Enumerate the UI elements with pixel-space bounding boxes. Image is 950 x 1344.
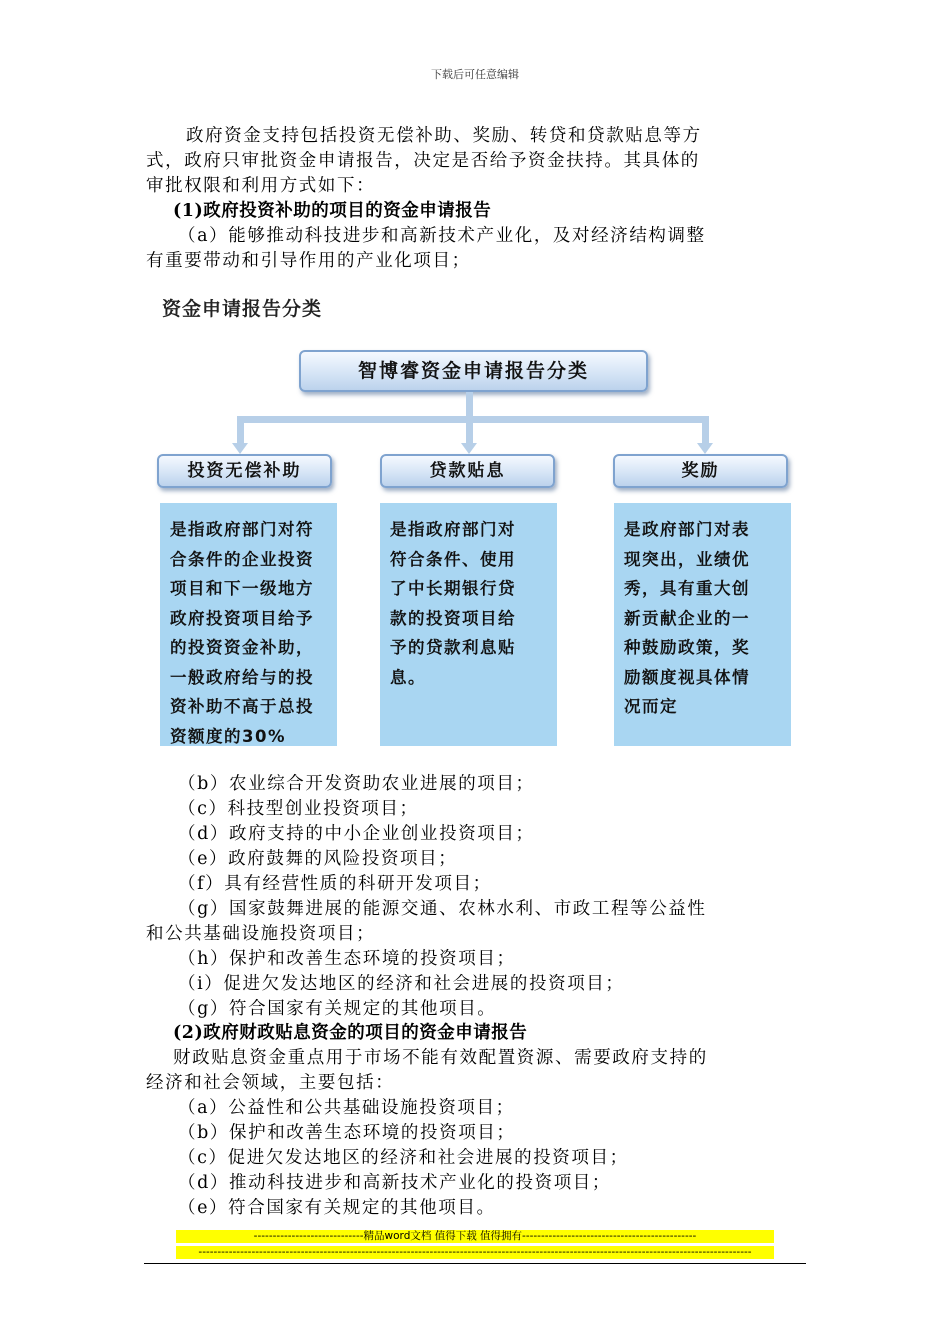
description-line: 是指政府部门对 (390, 520, 516, 539)
diagram-root-node: 智博睿资金申请报告分类 (299, 350, 648, 392)
list-item: （e）符合国家有关规定的其他项目。 (178, 1198, 496, 1218)
description-line: 资补助不高于总投 (170, 697, 314, 716)
paragraph-line: 式，政府只审批资金申请报告，决定是否给予资金扶持。其具体的 (146, 151, 700, 171)
category-node-reward: 奖励 (613, 454, 788, 488)
category-description-loan-interest (380, 503, 557, 746)
category-node-subsidy: 投资无偿补助 (157, 454, 332, 488)
section-heading-2: (2)政府财政贴息资金的项目的资金申请报告 (173, 1023, 528, 1043)
diagram-caption: 资金申请报告分类 (162, 298, 323, 320)
arrow-down-icon (232, 443, 248, 454)
connector-middle (466, 416, 473, 444)
page-header-note: 下载后可任意编辑 (431, 68, 519, 81)
paragraph-line: 财政贴息资金重点用于市场不能有效配置资源、需要政府支持的 (173, 1048, 708, 1068)
description-line: 秀，具有重大创 (624, 579, 750, 598)
connector-horizontal (237, 416, 709, 423)
description-line: 的投资资金补助， (170, 638, 314, 657)
arrow-down-icon (697, 443, 713, 454)
description-line: 项目和下一级地方 (170, 579, 314, 598)
description-line: 励额度视具体情 (624, 667, 750, 687)
list-item: （d）政府支持的中小企业创业投资项目； (178, 824, 535, 844)
connector-left (237, 416, 244, 444)
description-line: 符合条件、使用 (390, 549, 516, 569)
list-item: （a）能够推动科技进步和高新技术产业化，及对经济结构调整 (178, 226, 706, 246)
list-item: （h）保护和改善生态环境的投资项目； (178, 949, 516, 969)
description-line: 息。 (390, 667, 426, 687)
category-description-subsidy (160, 503, 337, 746)
description-line: 是指政府部门对符 (170, 520, 314, 539)
description-line: 一般政府给与的投 (170, 667, 314, 687)
list-item-continuation: 和公共基础设施投资项目； (146, 924, 376, 944)
footer-rule (144, 1263, 806, 1264)
list-item: （d）推动科技进步和高新技术产业化的投资项目； (178, 1173, 612, 1193)
list-item: （i）促进欠发达地区的经济和社会进展的投资项目； (178, 974, 625, 994)
description-line: 况而定 (624, 697, 678, 716)
list-item: （b）农业综合开发资助农业进展的项目； (178, 774, 535, 794)
list-item: （f）具有经营性质的科研开发项目； (178, 874, 492, 894)
description-line: 资额度的30% (170, 726, 286, 746)
list-item: （b）保护和改善生态环境的投资项目； (178, 1123, 516, 1143)
list-item: （g）国家鼓舞进展的能源交通、农林水利、市政工程等公益性 (178, 899, 707, 919)
description-line: 了中长期银行贷 (390, 579, 516, 598)
list-item: （c）科技型创业投资项目； (178, 799, 419, 819)
description-line: 种鼓励政策，奖 (624, 638, 750, 657)
list-item-continuation: 有重要带动和引导作用的产业化项目； (146, 251, 471, 271)
section-heading-1: (1)政府投资补助的项目的资金申请报告 (173, 201, 492, 221)
footer-banner-rule: -------------------------------------------------------------------------------------------------------------------------------------------------- (176, 1246, 774, 1259)
list-item: （e）政府鼓舞的风险投资项目； (178, 849, 458, 869)
list-item: （a）公益性和公共基础设施投资项目； (178, 1098, 515, 1118)
category-description-reward (614, 503, 791, 746)
description-line: 合条件的企业投资 (170, 549, 314, 569)
list-item: （g）符合国家有关规定的其他项目。 (178, 999, 497, 1019)
paragraph-line: 审批权限和利用方式如下： (146, 176, 376, 196)
description-line: 予的贷款利息贴 (390, 638, 516, 657)
description-line: 款的投资项目给 (390, 608, 516, 628)
list-item: （c）促进欠发达地区的经济和社会进展的投资项目； (178, 1148, 629, 1168)
category-node-loan-interest: 贷款贴息 (380, 454, 555, 488)
description-line: 是政府部门对表 (624, 520, 750, 539)
connector-right (702, 416, 709, 444)
paragraph-line: 经济和社会领域，主要包括： (146, 1073, 395, 1093)
arrow-down-icon (461, 443, 477, 454)
description-line: 政府投资项目给予 (170, 608, 314, 628)
paragraph-line: 政府资金支持包括投资无偿补助、奖励、转贷和贷款贴息等方 (186, 126, 702, 146)
footer-banner: -----------------------------精品word文档 值得下载 值得拥有---------------------------------------------- (176, 1230, 774, 1243)
description-line: 现突出，业绩优 (624, 549, 750, 569)
description-line: 新贡献企业的一 (624, 608, 750, 628)
